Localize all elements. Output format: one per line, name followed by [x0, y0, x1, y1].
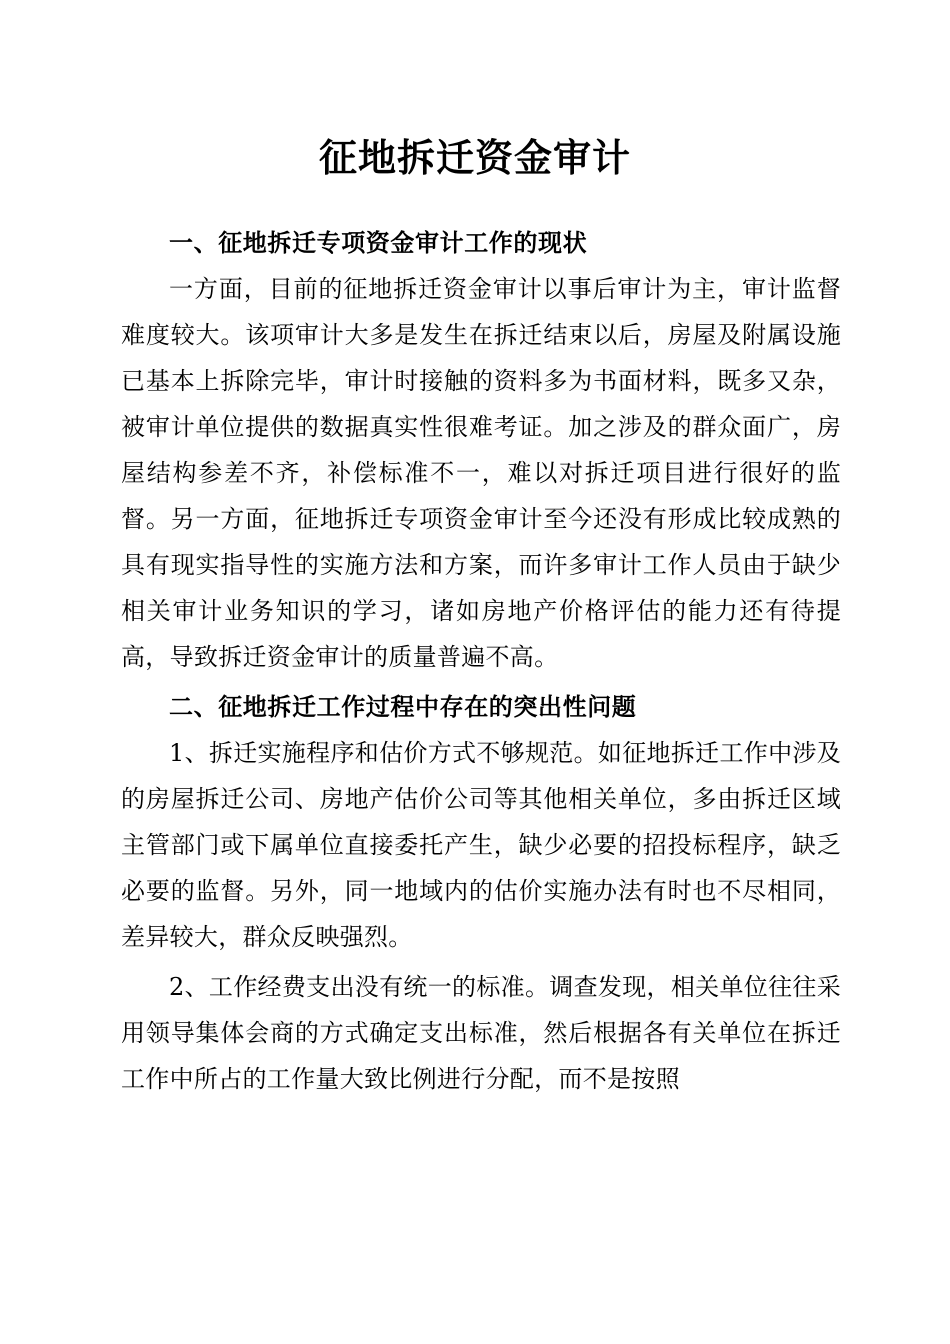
- section-2-paragraph-2: 2、工作经费支出没有统一的标准。调查发现，相关单位往往采用领导集体会商的方式确定支出标准，然后根据各有关单位在拆迁工作中所占的工作量大致比例进行分配，而不是按照: [121, 973, 841, 1093]
- document-body: [121, 220, 841, 1102]
- section-1-paragraph-1: 一方面，目前的征地拆迁资金审计以事后审计为主，审计监督难度较大。该项审计大多是发生在拆迁结束以后，房屋及附属设施已基本上拆除完毕，审计时接触的资料多为书面材料，既多又杂，被审计单位提供的数据真实性很难考证。加之涉及的群众面广，房屋结构参差不齐，补偿标准不一，难以对拆迁项目进行很好的监督。另一方面，征地拆迁专项资金审计至今还没有形成比较成熟的具有现实指导性的实施方法和方案，而许多审计工作人员由于缺少相关审计业务知识的学习，诸如房地产价格评估的能力还有待提高，导致拆迁资金审计的质量普遍不高。: [121, 275, 841, 671]
- section-2-paragraph-1: 1、拆迁实施程序和估价方式不够规范。如征地拆迁工作中涉及的房屋拆迁公司、房地产估价公司等其他相关单位，多由拆迁区域主管部门或下属单位直接委托产生，缺少必要的招投标程序，缺乏必要的监督。另外，同一地域内的估价实施办法有时也不尽相同，差异较大，群众反映强烈。: [121, 739, 841, 951]
- section-heading-1: 一、征地拆迁专项资金审计工作的现状: [169, 228, 588, 257]
- section-heading-2: 二、征地拆迁工作过程中存在的突出性问题: [169, 692, 637, 721]
- document-title: 征地拆迁资金审计: [318, 135, 631, 180]
